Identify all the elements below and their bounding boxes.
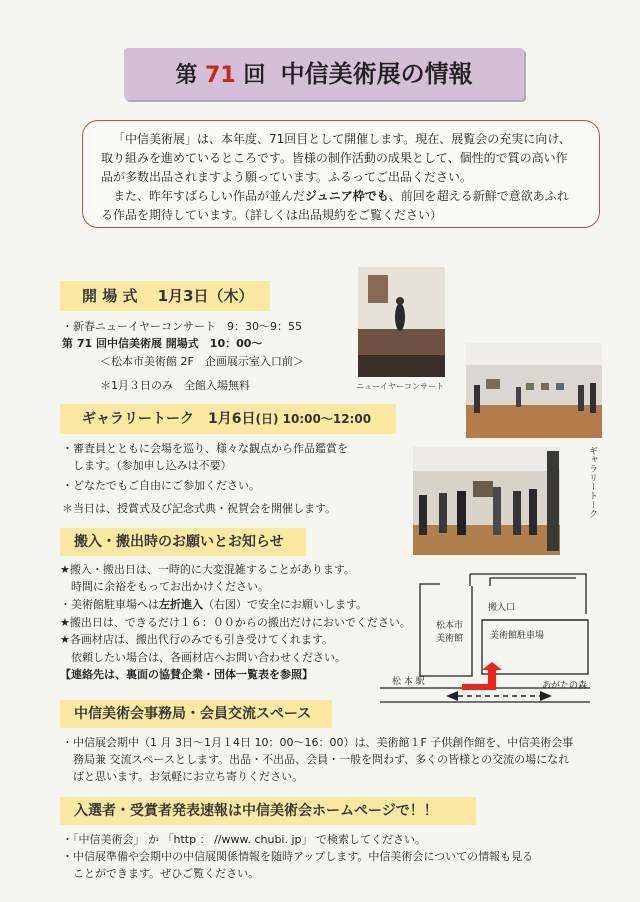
news-line: ・中信展準備や会期中の中信展関係情報を随時アップします。中信美術会についての情報も見る: [62, 850, 534, 863]
page-title: [124, 48, 524, 100]
intro-box: [82, 120, 600, 228]
opening-item: ＜松本市美術館 2F 企画展示室入口前＞: [100, 355, 304, 368]
map-museum-label: 松本市 美術館: [436, 621, 464, 644]
news-line: ・「中信美術会」 か 「http ： //www. chubi. jp」 で検索してください。: [62, 833, 427, 846]
news-heading: 入選者・受賞者発表速報は中信美術会ホームページで！！: [60, 797, 476, 825]
access-map: [380, 566, 605, 706]
gallery-heading-day: (日): [255, 412, 279, 426]
left-turn-emphasis: 左折進入: [159, 598, 203, 611]
intro-line: 「中信美術展」は、本年度、71回目として開催します。現在、展覧会の充実に向け、: [113, 132, 571, 146]
opening-heading: 開 場 式 1月3日（木）: [60, 281, 270, 311]
concert-photo: [358, 267, 445, 377]
gallery-item: ・審査員とともに会場を巡り、様々な観点から作品鑑賞を: [62, 442, 348, 455]
carry-item: 依頼したい場合は、各画材店へお問い合わせください。: [60, 651, 346, 664]
gallery-heading-time: 10:00～12:00: [278, 412, 372, 426]
carry-heading: 搬入・搬出時のお願いとお知らせ: [60, 528, 306, 556]
title-number: 71: [205, 63, 236, 88]
map-station-label: 松 本 駅: [392, 677, 425, 687]
intro-line: 取り組みを進めているところです。皆様の制作活動の成果として、個性的で質の高い作: [101, 151, 568, 165]
office-line: ・中信展会期中（1 月 3日～1月１4日 10：00～16：00）は、美術館１F 子供創作館を、中信美術会事: [62, 736, 574, 749]
news-line: ことができます。ぜひご覧ください。: [62, 867, 260, 880]
gallery-talk-caption: ギャラリートーク: [587, 446, 597, 518]
title-prefix: 第: [175, 63, 198, 88]
junior-emphasis: ジュニア枠でも: [305, 189, 389, 203]
carry-item: 【連絡先は、裏面の協賛企業・団体一覧表を参照】: [60, 668, 313, 681]
title-main: 中信美術展の情報: [280, 60, 473, 88]
intro-line: 、前回を超える新鮮で意欲あふれ: [388, 189, 569, 203]
carry-item: ★搬出日は、できるだけ１６：００からの搬出だけにおいでください。: [60, 616, 411, 629]
concert-caption: ニューイヤーコンサート: [356, 382, 444, 391]
gallery-item: ＊当日は、授賞式及び記念式典・祝賀会を開催します。: [62, 502, 337, 515]
carry-item: ★搬入・搬出日は、一時的に大変混雑することがあります。: [60, 563, 355, 576]
opening-item: ＊1月３日のみ 全館入場無料: [100, 379, 250, 392]
intro-line: また、昨年すばらしい作品が並んだ: [113, 189, 306, 203]
map-entrance-label: 搬入口: [488, 603, 516, 613]
carry-item: ★各画材店は、搬出代行のみでも引き受けてくれます。: [60, 633, 333, 646]
intro-line: る作品を期待しています。（詳しくは出品規約をご覧ください）: [101, 208, 443, 222]
carry-item-text: ・美術館駐車場へは: [60, 598, 159, 611]
gallery-talk-heading: [60, 404, 396, 434]
carry-item: 時間に余裕をもってお出かけください。: [60, 580, 269, 593]
gallery-item: します。（参加申し込みは不要）: [62, 459, 232, 472]
gallery-item: ・どなたでもご自由にご参加ください。: [62, 479, 260, 492]
map-parking-label: 美術館駐車場: [490, 631, 545, 641]
intro-line: 品が多数出品されますよう願っています。ふるってご出品ください。: [101, 170, 473, 184]
hall-photo: [466, 343, 602, 438]
office-line: ばと思います。お気軽にお立ち寄りください。: [62, 770, 304, 783]
gallery-heading-date: ギャラリートーク 1月6日: [82, 411, 256, 427]
opening-item: 第 71 回中信美術展 開場式 10：00～: [62, 337, 263, 350]
carry-item-text: （右図）で安全にお願いします。: [203, 598, 368, 611]
office-line: 務局兼 交流スペースとします。出品・不出品、会員・一般を問わず、多くの皆様との交流の場になれ: [62, 753, 570, 766]
gallery-talk-photo: [413, 447, 560, 555]
carry-item: [60, 596, 367, 613]
opening-item: ・新春ニューイヤーコンサート 9：30～9：55: [62, 320, 302, 333]
office-heading: 中信美術会事務局・会員交流スペース: [60, 700, 332, 728]
title-middle: 回: [243, 63, 266, 88]
map-mori-label: あがたの森: [542, 681, 588, 691]
